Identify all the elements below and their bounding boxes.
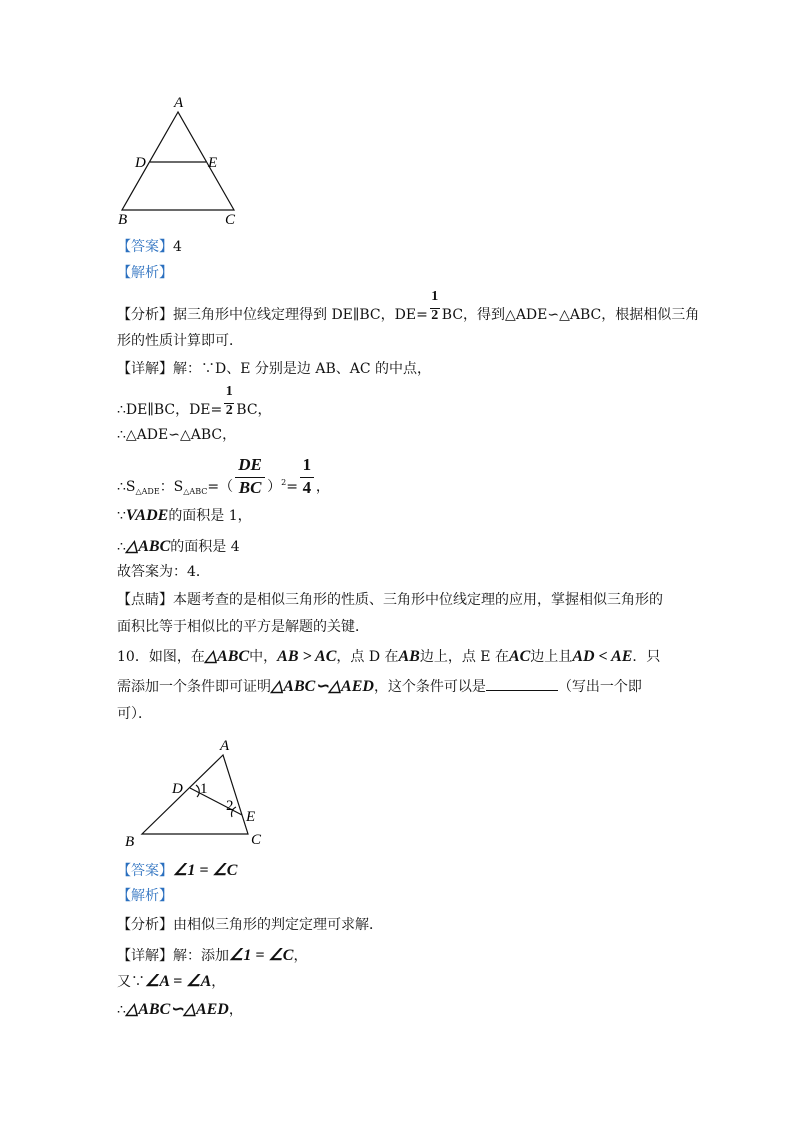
q9-fenxi: 【分析】据三角形中位线定理得到 DE∥BC，DE= $\frac{1}{2}$ BC，得到△ADE∽△ABC，根据相似三角	[117, 289, 700, 323]
vertex-label-c: C	[251, 832, 262, 848]
vertex-label-c: C	[225, 212, 236, 227]
q9-step-6: ∴△ABC的面积是 4	[117, 538, 240, 555]
q10-stem-2: 需添加一个条件即可证明△ABC∽△AED，这个条件可以是 （写出一个即	[117, 678, 642, 695]
triangle-figure-2	[120, 735, 270, 850]
q10-stem-3: 可）．	[117, 706, 152, 722]
fraction-half: $\frac{1}{2}$	[431, 289, 439, 323]
vertex-label-e: E	[246, 809, 256, 825]
vertex-label-b: B	[118, 212, 128, 227]
q10-fenxi: 【分析】由相似三角形的判定定理可求解．	[117, 917, 383, 933]
q9-fenxi-cont: 形的性质计算即可．	[117, 333, 243, 349]
q10-stem-1: 10．如图，在△ABC中，AB > AC，点 D 在AB边上，点 E 在AC边上且AD < AE．只	[117, 648, 661, 665]
q10-analysis-tag: 【解析】	[117, 888, 173, 904]
angle-label-2: 2	[226, 798, 234, 814]
q9-xiangjie: 【详解】解：∵D、E 分别是边 AB、AC 的中点，	[117, 361, 432, 377]
fraction-quarter: $\frac{1}{4}$	[300, 477, 314, 497]
fraction-half: $\frac{1}{2}$	[225, 384, 233, 418]
q10-step-2: 又∵∠A = ∠A，	[117, 973, 226, 990]
q10-answer: 【答案】∠1 = ∠C	[117, 862, 238, 879]
triangle-figure-1	[110, 92, 250, 227]
vertex-label-b: B	[125, 834, 135, 850]
q9-step-5: ∵VADE的面积是 1，	[117, 507, 252, 524]
angle-label-1: 1	[200, 781, 208, 797]
q9-dianjing: 【点睛】本题考查的是相似三角形的性质、三角形中位线定理的应用，掌握相似三角形的	[117, 592, 663, 608]
q9-step-4: $\therefore S_{\triangle ADE}$：$S_{\triangle ABC}=$（ $\frac{DE}{BC}$ ）$^2$= $\frac{1}{4}$ ，	[117, 455, 330, 497]
q9-answer: 【答案】4	[117, 239, 182, 255]
vertex-label-a: A	[220, 738, 230, 754]
q9-step-3: ∴△ADE∽△ABC，	[117, 427, 237, 443]
vertex-label-d: D	[135, 155, 146, 171]
answer-blank	[486, 676, 558, 691]
q9-dianjing-cont: 面积比等于相似比的平方是解题的关键．	[117, 619, 369, 635]
q9-step-2: ∴DE∥BC，DE= $\frac{1}{2}$ BC，	[117, 384, 272, 418]
vertex-label-e: E	[208, 155, 218, 171]
q10-step-1: 【详解】解：添加∠1 = ∠C，	[117, 947, 308, 964]
q9-analysis-tag: 【解析】	[117, 265, 173, 281]
vertex-label-d: D	[172, 781, 183, 797]
q10-step-3: ∴△ABC∽△AED，	[117, 1001, 243, 1018]
vertex-label-a: A	[174, 95, 184, 111]
fraction-de-bc: $\frac{DE}{BC}$	[235, 477, 265, 497]
q9-step-7: 故答案为：4．	[117, 564, 210, 580]
